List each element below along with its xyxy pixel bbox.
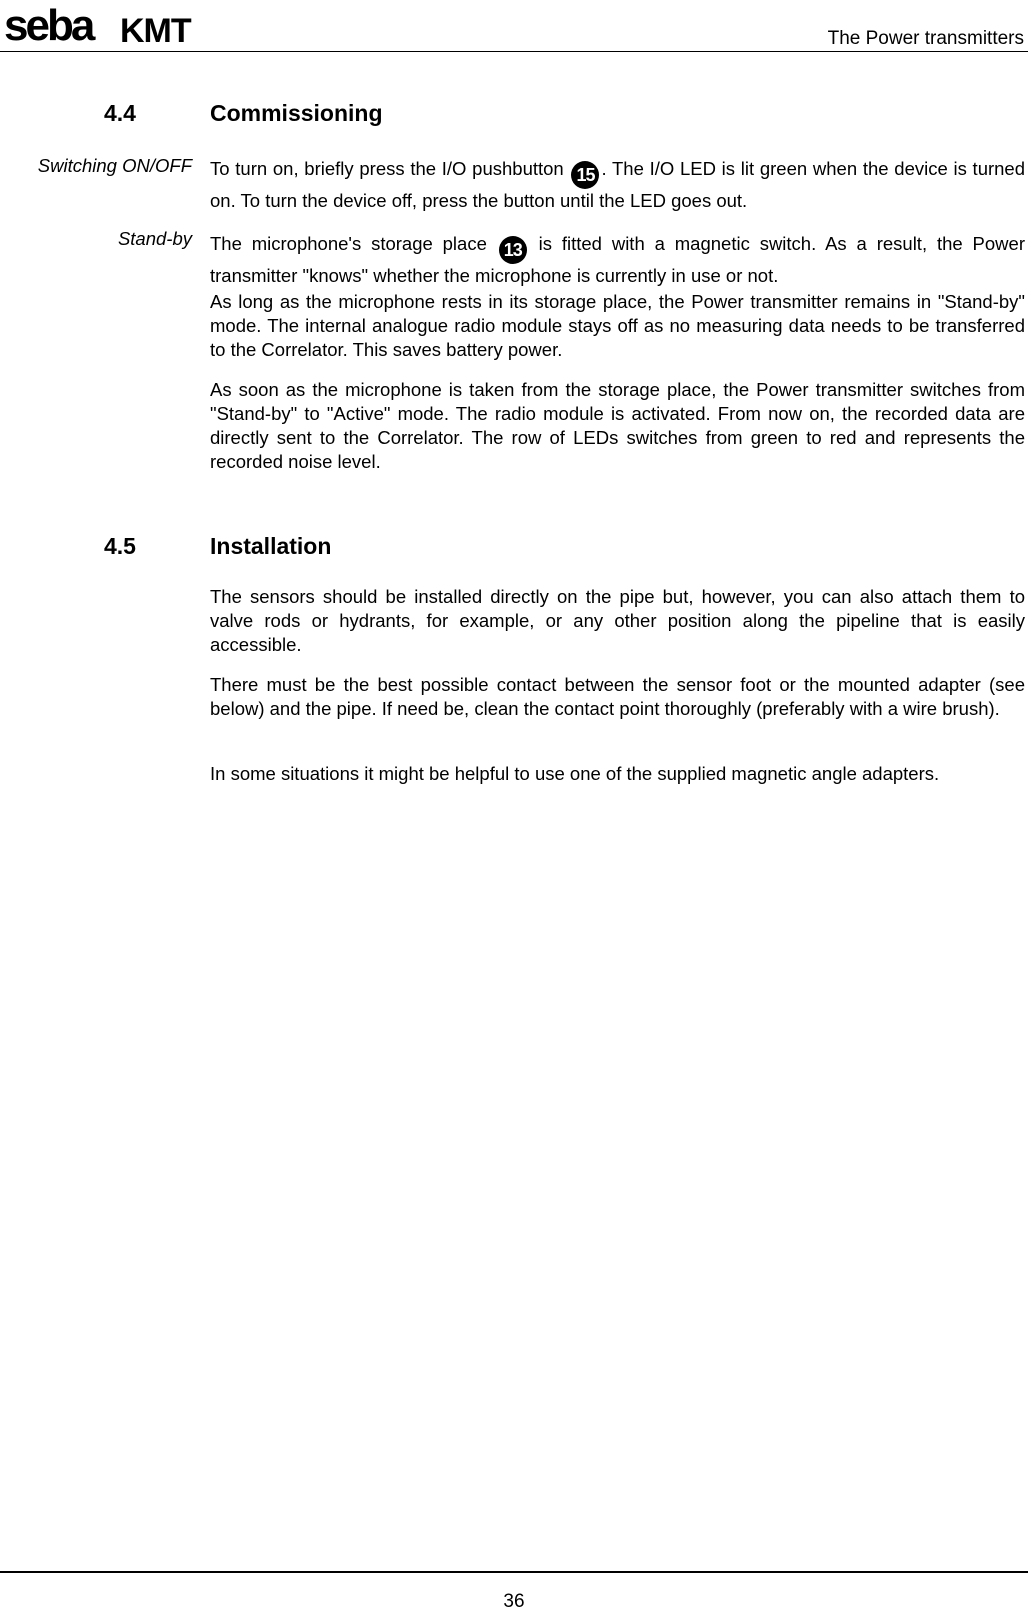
paragraph-switching: To turn on, briefly press the I/O pushbutton 15 . The I/O LED is lit green when the device is turned on. To turn the device off, press the button until the LED goes out.: [210, 158, 1026, 211]
header-title: The Power transmitters: [827, 28, 1024, 49]
margin-label-standby: Stand-by: [117, 228, 192, 249]
page-header: [0, 0, 1028, 54]
svg-text:KMT: KMT: [120, 12, 191, 48]
paragraph-standby-2: As long as the microphone rests in its storage place, the Power transmitter remains in "Stand-by" mode. The internal analogue radio module stays off as no measuring data needs to be transferred to the Correlator. This saves battery power.: [210, 291, 1025, 360]
margin-label-switching: Switching ON/OFF: [37, 155, 192, 176]
callout-15: 15: [571, 161, 599, 189]
callout-13: 13: [499, 236, 527, 264]
sebakmt-logo: [4, 4, 228, 48]
section-title: Installation: [210, 533, 332, 559]
section-title: Commissioning: [210, 100, 383, 126]
paragraph-installation-3: In some situations it might be helpful to use one of the supplied magnetic angle adapters.: [210, 763, 940, 784]
paragraph-installation-1: The sensors should be installed directly on the pipe but, however, you can also attach them to valve rods or hydrants, for example, or any other position along the pipeline that is easily accessible.: [210, 586, 1025, 655]
header-divider: [0, 51, 1028, 52]
section-number: 4.4: [104, 100, 136, 126]
svg-text:seba: seba: [4, 4, 93, 48]
footer-divider: [0, 1571, 1028, 1573]
page-number: 36: [503, 1591, 525, 1612]
paragraph-installation-2: There must be the best possible contact between the sensor foot or the mounted adapter (see below) and the pipe. If need be, clean the contact point thoroughly (preferably with a wire brush).: [210, 674, 1025, 719]
paragraph-standby-3: As soon as the microphone is taken from the storage place, the Power transmitter switches from "Stand-by" to "Active" mode. The radio module is activated. From now on, the recorded data are directly sent to the Correlator. The row of LEDs switches from green to red and represents the recorded noise level.: [210, 379, 1025, 472]
paragraph-standby-1: The microphone's storage place 13 is fitted with a magnetic switch. As a result, the Power transmitter "knows" whether the microphone is currently in use or not.: [210, 233, 1025, 286]
section-number: 4.5: [104, 533, 136, 559]
